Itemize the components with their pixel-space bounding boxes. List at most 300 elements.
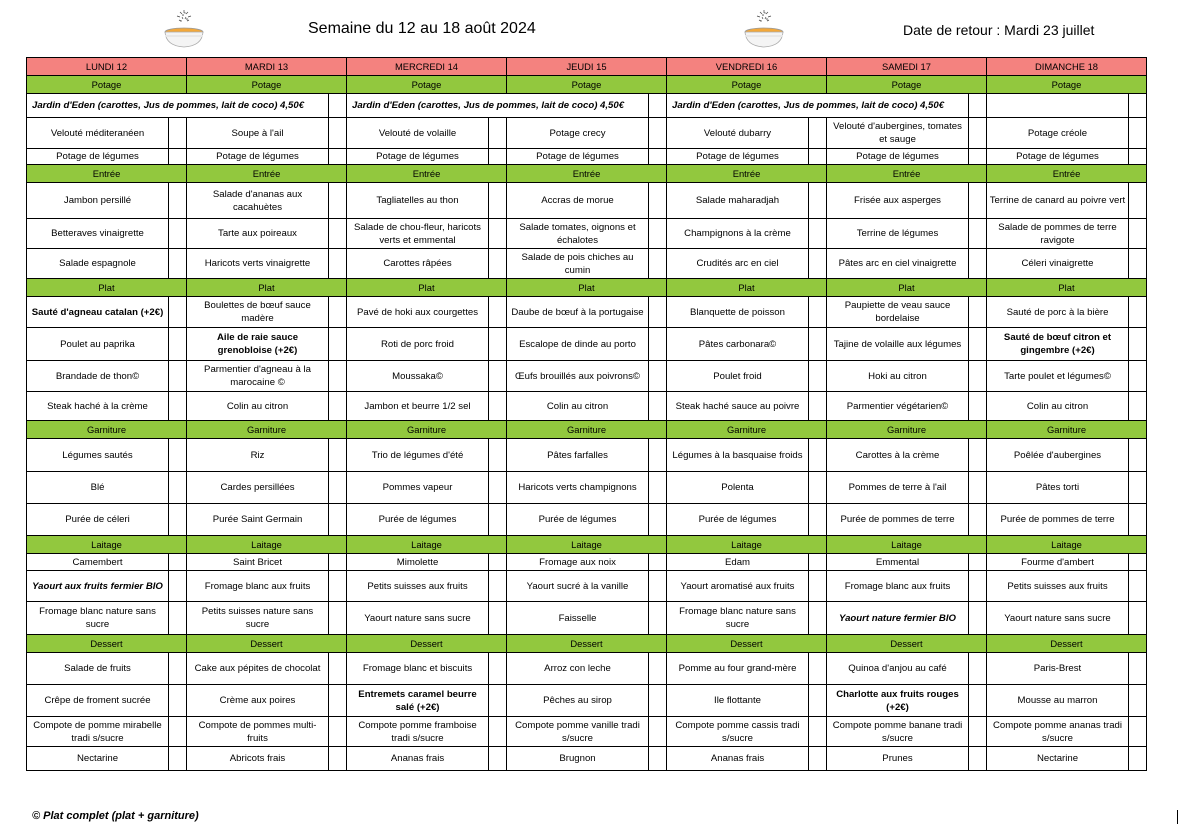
order-checkbox-cell[interactable] (1129, 118, 1147, 149)
order-checkbox-cell[interactable] (1129, 602, 1147, 635)
order-checkbox-cell[interactable] (489, 571, 507, 602)
menu-item: Salade de pois chiches au cumin (507, 249, 649, 279)
weekly-menu-table (26, 57, 1147, 771)
menu-item: Fromage blanc aux fruits (827, 571, 969, 602)
order-checkbox-cell[interactable] (809, 361, 827, 392)
menu-row (27, 149, 1147, 165)
category-label: Garniture (507, 421, 667, 439)
menu-item: Purée Saint Germain (187, 504, 329, 536)
menu-item: Pavé de hoki aux courgettes (347, 297, 489, 328)
order-checkbox-cell[interactable] (329, 297, 347, 328)
menu-item: Blé (27, 472, 169, 504)
order-checkbox-cell[interactable] (649, 602, 667, 635)
menu-item: Compote pomme ananas tradi s/sucre (987, 717, 1129, 747)
category-label: Dessert (827, 635, 987, 653)
order-checkbox-cell[interactable] (1129, 392, 1147, 421)
order-checkbox-cell[interactable] (649, 297, 667, 328)
menu-item: Edam (667, 554, 809, 571)
menu-item: Purée de céleri (27, 504, 169, 536)
category-label: Potage (347, 76, 507, 94)
category-label: Plat (507, 279, 667, 297)
order-checkbox-cell[interactable] (649, 328, 667, 361)
order-checkbox-cell[interactable] (649, 747, 667, 771)
menu-item: Sauté de porc à la bière (987, 297, 1129, 328)
order-checkbox-cell[interactable] (1129, 439, 1147, 472)
order-checkbox-cell[interactable] (649, 571, 667, 602)
menu-item: Purée de pommes de terre (987, 504, 1129, 536)
menu-item: Velouté d'aubergines, tomates et sauge (827, 118, 969, 149)
order-checkbox-cell[interactable] (809, 328, 827, 361)
menu-item: Sauté d'agneau catalan (+2€) (27, 297, 169, 328)
order-checkbox-cell[interactable] (329, 653, 347, 685)
menu-item: Fromage blanc nature sans sucre (27, 602, 169, 635)
menu-item: Potage de légumes (507, 149, 649, 165)
menu-item: Abricots frais (187, 747, 329, 771)
order-checkbox-cell[interactable] (169, 504, 187, 536)
menu-item: Emmental (827, 554, 969, 571)
menu-item: Salade de fruits (27, 653, 169, 685)
order-checkbox-cell[interactable] (1129, 219, 1147, 249)
order-checkbox-cell[interactable] (809, 504, 827, 536)
order-checkbox-cell[interactable] (169, 297, 187, 328)
order-checkbox-cell[interactable] (329, 571, 347, 602)
menu-item: Fromage blanc aux fruits (187, 571, 329, 602)
page-title: Semaine du 12 au 18 août 2024 (308, 20, 536, 37)
order-checkbox-cell[interactable] (1129, 747, 1147, 771)
order-checkbox-cell[interactable] (809, 472, 827, 504)
menu-item: Pâtes carbonara© (667, 328, 809, 361)
order-checkbox-cell[interactable] (649, 149, 667, 165)
table-edge-line (1177, 810, 1178, 824)
category-label: Plat (987, 279, 1147, 297)
order-checkbox-cell[interactable] (169, 472, 187, 504)
soup-bowl-icon (742, 8, 786, 50)
order-checkbox-cell[interactable] (809, 571, 827, 602)
order-checkbox-cell[interactable] (169, 685, 187, 717)
category-label: Entrée (827, 165, 987, 183)
order-checkbox-cell[interactable] (809, 297, 827, 328)
order-checkbox-cell[interactable] (969, 504, 987, 536)
order-checkbox-cell[interactable] (489, 439, 507, 472)
order-checkbox-cell[interactable] (969, 747, 987, 771)
menu-item: Salade espagnole (27, 249, 169, 279)
menu-item: Purée de pommes de terre (827, 504, 969, 536)
category-label: Laitage (987, 536, 1147, 554)
menu-item: Petits suisses aux fruits (347, 571, 489, 602)
order-checkbox-cell[interactable] (809, 118, 827, 149)
order-checkbox-cell[interactable] (649, 219, 667, 249)
menu-item: Betteraves vinaigrette (27, 219, 169, 249)
order-checkbox-cell[interactable] (169, 747, 187, 771)
order-checkbox-cell[interactable] (169, 571, 187, 602)
menu-item: Légumes sautés (27, 439, 169, 472)
menu-item: Pâtes torti (987, 472, 1129, 504)
order-checkbox-cell[interactable] (329, 219, 347, 249)
menu-item: Poulet au paprika (27, 328, 169, 361)
order-checkbox-cell[interactable] (489, 392, 507, 421)
category-label: Dessert (507, 635, 667, 653)
order-checkbox-cell[interactable] (809, 554, 827, 571)
menu-item: Petits suisses nature sans sucre (187, 602, 329, 635)
menu-item: Potage de légumes (987, 149, 1129, 165)
menu-item: Jambon et beurre 1/2 sel (347, 392, 489, 421)
featured-soup-row (27, 94, 1147, 118)
order-checkbox-cell[interactable] (649, 439, 667, 472)
order-checkbox-cell[interactable] (489, 249, 507, 279)
order-checkbox-cell[interactable] (489, 685, 507, 717)
menu-item: Escalope de dinde au porto (507, 328, 649, 361)
menu-item: Purée de légumes (507, 504, 649, 536)
order-checkbox-cell[interactable] (169, 439, 187, 472)
order-checkbox-cell[interactable] (1129, 685, 1147, 717)
menu-item: Compote pomme vanille tradi s/sucre (507, 717, 649, 747)
featured-soup: Jardin d'Eden (carottes, Jus de pommes, lait de coco) 4,50€ (27, 94, 329, 118)
menu-row (27, 297, 1147, 328)
menu-item: Entremets caramel beurre salé (+2€) (347, 685, 489, 717)
menu-item: Colin au citron (187, 392, 329, 421)
day-header-row (27, 58, 1147, 76)
order-checkbox-cell[interactable] (329, 439, 347, 472)
order-checkbox-cell[interactable] (329, 685, 347, 717)
menu-item: Parmentier d'agneau à la marocaine © (187, 361, 329, 392)
order-checkbox-cell[interactable] (649, 504, 667, 536)
menu-item: Sauté de bœuf citron et gingembre (+2€) (987, 328, 1129, 361)
menu-item: Tarte poulet et légumes© (987, 361, 1129, 392)
category-label: Laitage (187, 536, 347, 554)
menu-item: Compote de pomme mirabelle tradi s/sucre (27, 717, 169, 747)
order-checkbox-cell[interactable] (969, 149, 987, 165)
order-checkbox-cell[interactable] (649, 392, 667, 421)
order-checkbox-cell[interactable] (169, 118, 187, 149)
order-checkbox-cell[interactable] (1129, 554, 1147, 571)
menu-item: Ile flottante (667, 685, 809, 717)
menu-item: Parmentier végétarien© (827, 392, 969, 421)
order-checkbox-cell[interactable] (329, 94, 347, 118)
menu-item: Compote pomme framboise tradi s/sucre (347, 717, 489, 747)
order-checkbox-cell[interactable] (1129, 717, 1147, 747)
order-checkbox-cell[interactable] (1129, 472, 1147, 504)
order-checkbox-cell[interactable] (809, 717, 827, 747)
order-checkbox-cell[interactable] (809, 249, 827, 279)
category-label: Potage (187, 76, 347, 94)
menu-item: Mimolette (347, 554, 489, 571)
order-checkbox-cell[interactable] (969, 653, 987, 685)
menu-row (27, 249, 1147, 279)
menu-item: Salade maharadjah (667, 183, 809, 219)
menu-item: Blanquette de poisson (667, 297, 809, 328)
order-checkbox-cell[interactable] (329, 149, 347, 165)
order-checkbox-cell[interactable] (329, 249, 347, 279)
order-checkbox-cell[interactable] (649, 554, 667, 571)
order-checkbox-cell[interactable] (329, 328, 347, 361)
menu-item: Cake aux pépites de chocolat (187, 653, 329, 685)
menu-item: Paris-Brest (987, 653, 1129, 685)
order-checkbox-cell[interactable] (969, 94, 987, 118)
order-checkbox-cell[interactable] (1129, 297, 1147, 328)
menu-item: Frisée aux asperges (827, 183, 969, 219)
menu-item: Pommes vapeur (347, 472, 489, 504)
menu-item: Fourme d'ambert (987, 554, 1129, 571)
order-checkbox-cell[interactable] (1129, 504, 1147, 536)
category-label: Dessert (667, 635, 827, 653)
menu-item: Saint Bricet (187, 554, 329, 571)
order-checkbox-cell[interactable] (489, 219, 507, 249)
menu-item: Velouté méditeranéen (27, 118, 169, 149)
category-label: Garniture (187, 421, 347, 439)
order-checkbox-cell[interactable] (969, 602, 987, 635)
menu-item: Ananas frais (667, 747, 809, 771)
order-checkbox-cell[interactable] (969, 328, 987, 361)
menu-item: Salade de pommes de terre ravigote (987, 219, 1129, 249)
menu-row (27, 717, 1147, 747)
order-checkbox-cell[interactable] (649, 94, 667, 118)
category-label: Laitage (27, 536, 187, 554)
order-checkbox-cell[interactable] (329, 747, 347, 771)
footnote: © Plat complet (plat + garniture) (32, 810, 199, 822)
menu-item: Potage de légumes (187, 149, 329, 165)
order-checkbox-cell[interactable] (649, 183, 667, 219)
category-label: Plat (827, 279, 987, 297)
order-checkbox-cell[interactable] (329, 361, 347, 392)
order-checkbox-cell[interactable] (809, 219, 827, 249)
menu-row (27, 392, 1147, 421)
order-checkbox-cell[interactable] (1129, 149, 1147, 165)
menu-item: Terrine de canard au poivre vert (987, 183, 1129, 219)
menu-row (27, 219, 1147, 249)
menu-item: Crème aux poires (187, 685, 329, 717)
menu-item: Potage créole (987, 118, 1129, 149)
order-checkbox-cell[interactable] (649, 717, 667, 747)
menu-row (27, 118, 1147, 149)
menu-item: Céleri vinaigrette (987, 249, 1129, 279)
menu-item: Potage de légumes (347, 149, 489, 165)
order-checkbox-cell[interactable] (1129, 249, 1147, 279)
order-checkbox-cell[interactable] (329, 183, 347, 219)
day-header: DIMANCHE 18 (987, 58, 1147, 76)
order-checkbox-cell[interactable] (489, 653, 507, 685)
menu-item: Faisselle (507, 602, 649, 635)
menu-item: Tajine de volaille aux légumes (827, 328, 969, 361)
order-checkbox-cell[interactable] (649, 361, 667, 392)
order-checkbox-cell[interactable] (649, 249, 667, 279)
category-label: Dessert (27, 635, 187, 653)
menu-item: Boulettes de bœuf sauce madère (187, 297, 329, 328)
order-checkbox-cell[interactable] (329, 392, 347, 421)
menu-row (27, 361, 1147, 392)
order-checkbox-cell[interactable] (489, 554, 507, 571)
order-checkbox-cell[interactable] (489, 149, 507, 165)
category-label: Entrée (347, 165, 507, 183)
order-checkbox-cell[interactable] (329, 472, 347, 504)
order-checkbox-cell[interactable] (969, 249, 987, 279)
menu-item: Paupiette de veau sauce bordelaise (827, 297, 969, 328)
menu-item: Potage de légumes (827, 149, 969, 165)
order-checkbox-cell[interactable] (489, 328, 507, 361)
menu-item: Nectarine (987, 747, 1129, 771)
menu-row (27, 653, 1147, 685)
menu-item: Compote de pommes multi-fruits (187, 717, 329, 747)
order-checkbox-cell[interactable] (169, 183, 187, 219)
order-checkbox-cell[interactable] (809, 747, 827, 771)
day-header: MARDI 13 (187, 58, 347, 76)
order-checkbox-cell[interactable] (1129, 328, 1147, 361)
order-checkbox-cell[interactable] (969, 183, 987, 219)
featured-soup: Jardin d'Eden (carottes, Jus de pommes, lait de coco) 4,50€ (667, 94, 969, 118)
category-label: Entrée (987, 165, 1147, 183)
category-row (27, 76, 1147, 94)
menu-item: Pâtes arc en ciel vinaigrette (827, 249, 969, 279)
order-checkbox-cell[interactable] (649, 653, 667, 685)
category-label: Dessert (187, 635, 347, 653)
order-checkbox-cell[interactable] (169, 328, 187, 361)
menu-row (27, 472, 1147, 504)
menu-item: Mousse au marron (987, 685, 1129, 717)
order-checkbox-cell[interactable] (649, 118, 667, 149)
order-checkbox-cell[interactable] (489, 717, 507, 747)
order-checkbox-cell[interactable] (489, 747, 507, 771)
category-label: Dessert (347, 635, 507, 653)
menu-item: Pâtes farfalles (507, 439, 649, 472)
order-checkbox-cell[interactable] (969, 685, 987, 717)
day-header: MERCREDI 14 (347, 58, 507, 76)
order-checkbox-cell[interactable] (969, 219, 987, 249)
soup-bowl-icon (162, 8, 206, 50)
menu-item: Steak haché sauce au poivre (667, 392, 809, 421)
order-checkbox-cell[interactable] (1129, 361, 1147, 392)
order-checkbox-cell[interactable] (969, 717, 987, 747)
order-checkbox-cell[interactable] (809, 653, 827, 685)
order-checkbox-cell[interactable] (489, 361, 507, 392)
menu-item: Colin au citron (507, 392, 649, 421)
order-checkbox-cell[interactable] (489, 118, 507, 149)
menu-item: Poêlée d'aubergines (987, 439, 1129, 472)
order-checkbox-cell[interactable] (169, 554, 187, 571)
order-checkbox-cell[interactable] (969, 118, 987, 149)
order-checkbox-cell[interactable] (649, 472, 667, 504)
category-label: Potage (27, 76, 187, 94)
menu-row (27, 602, 1147, 635)
order-checkbox-cell[interactable] (1129, 571, 1147, 602)
category-label: Potage (507, 76, 667, 94)
order-checkbox-cell[interactable] (969, 472, 987, 504)
menu-item: Arroz con leche (507, 653, 649, 685)
menu-item: Purée de légumes (667, 504, 809, 536)
menu-item: Crudités arc en ciel (667, 249, 809, 279)
menu-item: Brandade de thon© (27, 361, 169, 392)
order-checkbox-cell[interactable] (489, 183, 507, 219)
menu-item: Fromage blanc et biscuits (347, 653, 489, 685)
category-row (27, 421, 1147, 439)
menu-item: Salade de chou-fleur, haricots verts et emmental (347, 219, 489, 249)
order-checkbox-cell[interactable] (1129, 183, 1147, 219)
order-checkbox-cell[interactable] (969, 554, 987, 571)
order-checkbox-cell[interactable] (969, 361, 987, 392)
order-checkbox-cell[interactable] (169, 149, 187, 165)
order-checkbox-cell[interactable] (169, 602, 187, 635)
order-checkbox-cell[interactable] (169, 392, 187, 421)
menu-item: Polenta (667, 472, 809, 504)
day-header: VENDREDI 16 (667, 58, 827, 76)
menu-item: Œufs brouillés aux poivrons© (507, 361, 649, 392)
menu-item: Pêches au sirop (507, 685, 649, 717)
order-checkbox-cell[interactable] (969, 571, 987, 602)
menu-item: Compote pomme banane tradi s/sucre (827, 717, 969, 747)
menu-item: Trio de légumes d'été (347, 439, 489, 472)
menu-row (27, 554, 1147, 571)
category-label: Laitage (667, 536, 827, 554)
category-label: Entrée (667, 165, 827, 183)
order-checkbox-cell[interactable] (169, 717, 187, 747)
menu-item: Terrine de légumes (827, 219, 969, 249)
order-checkbox-cell[interactable] (969, 392, 987, 421)
order-checkbox-cell[interactable] (809, 602, 827, 635)
menu-item: Cardes persillées (187, 472, 329, 504)
order-checkbox-cell[interactable] (329, 602, 347, 635)
order-checkbox-cell[interactable] (329, 554, 347, 571)
menu-item: Riz (187, 439, 329, 472)
order-checkbox-cell[interactable] (169, 653, 187, 685)
category-label: Garniture (347, 421, 507, 439)
menu-item: Potage crecy (507, 118, 649, 149)
order-checkbox-cell[interactable] (489, 472, 507, 504)
order-checkbox-cell[interactable] (329, 504, 347, 536)
menu-item: Brugnon (507, 747, 649, 771)
order-checkbox-cell[interactable] (1129, 94, 1147, 118)
menu-item: Fromage aux noix (507, 554, 649, 571)
menu-item: Carottes râpées (347, 249, 489, 279)
order-checkbox-cell[interactable] (169, 361, 187, 392)
menu-item: Yaourt nature sans sucre (347, 602, 489, 635)
order-checkbox-cell[interactable] (809, 392, 827, 421)
category-label: Plat (187, 279, 347, 297)
order-checkbox-cell[interactable] (969, 297, 987, 328)
menu-item: Ananas frais (347, 747, 489, 771)
menu-item: Potage de légumes (27, 149, 169, 165)
order-checkbox-cell[interactable] (809, 439, 827, 472)
order-checkbox-cell[interactable] (169, 219, 187, 249)
category-label: Plat (27, 279, 187, 297)
order-checkbox-cell[interactable] (169, 249, 187, 279)
category-label: Plat (347, 279, 507, 297)
menu-row (27, 504, 1147, 536)
order-checkbox-cell[interactable] (809, 183, 827, 219)
menu-item: Tarte aux poireaux (187, 219, 329, 249)
menu-row (27, 328, 1147, 361)
order-checkbox-cell[interactable] (329, 717, 347, 747)
menu-item: Moussaka© (347, 361, 489, 392)
category-label: Garniture (667, 421, 827, 439)
order-checkbox-cell[interactable] (969, 439, 987, 472)
order-checkbox-cell[interactable] (489, 297, 507, 328)
order-checkbox-cell[interactable] (489, 602, 507, 635)
menu-row (27, 439, 1147, 472)
order-checkbox-cell[interactable] (489, 504, 507, 536)
menu-item: Yaourt sucré à la vanille (507, 571, 649, 602)
order-checkbox-cell[interactable] (649, 685, 667, 717)
order-checkbox-cell[interactable] (329, 118, 347, 149)
menu-item: Hoki au citron (827, 361, 969, 392)
order-checkbox-cell[interactable] (809, 149, 827, 165)
menu-item: Yaourt aux fruits fermier BIO (27, 571, 169, 602)
order-checkbox-cell[interactable] (1129, 653, 1147, 685)
menu-item: Velouté de volaille (347, 118, 489, 149)
menu-item: Purée de légumes (347, 504, 489, 536)
featured-soup: Jardin d'Eden (carottes, Jus de pommes, lait de coco) 4,50€ (347, 94, 649, 118)
order-checkbox-cell[interactable] (809, 685, 827, 717)
menu-item: Prunes (827, 747, 969, 771)
category-label: Laitage (347, 536, 507, 554)
menu-item: Légumes à la basquaise froids (667, 439, 809, 472)
